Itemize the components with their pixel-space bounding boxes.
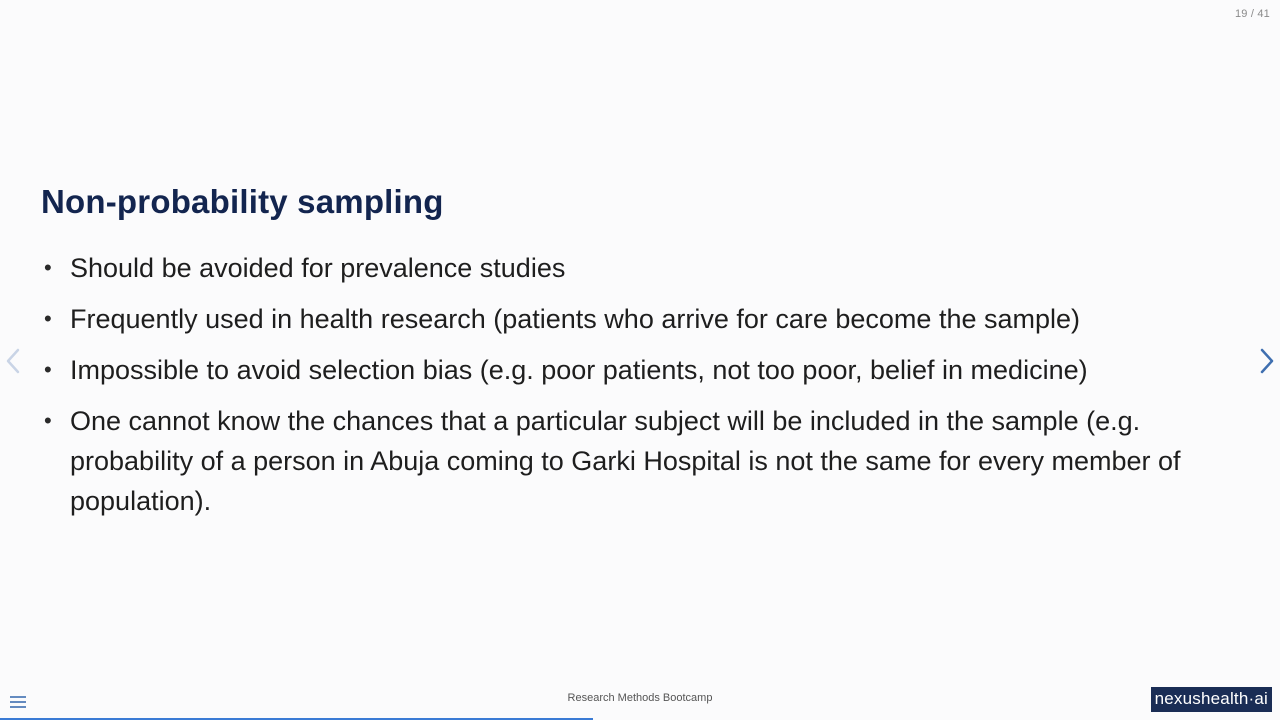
bullet-item [44,401,1244,521]
bullet-text: Frequently used in health research (patients who arrive for care become the sample) [70,304,1081,334]
menu-button[interactable] [8,694,28,710]
previous-slide-button[interactable] [2,344,26,378]
chevron-right-icon [1254,344,1278,378]
next-slide-button[interactable] [1254,344,1278,378]
bullet-text: Impossible to avoid selection bias (e.g. poor patients, not too poor, belief in medicine) [70,355,1088,385]
bullet-text: Should be avoided for prevalence studies [70,253,566,283]
bullet-dot-icon: • [44,255,52,280]
bullet-item [44,350,1244,390]
bullet-item [44,248,1244,288]
chevron-left-icon [2,344,26,378]
bullet-dot-icon: • [44,357,52,382]
presentation-title: Research Methods Bootcamp [567,692,713,704]
bullet-list [44,248,1244,532]
bullet-item [44,299,1244,339]
bullet-dot-icon: • [44,408,52,433]
brand-logo: nexushealth·ai [1151,687,1272,712]
slide-counter: 19 / 41 [1234,8,1270,20]
slide-title: Non-probability sampling [41,183,444,220]
hamburger-menu-icon [8,694,28,710]
bullet-dot-icon: • [44,306,52,331]
bullet-text: One cannot know the chances that a particular subject will be included in the sample (e.g. probability of a person in Abuja coming to Garki Hospital is not the same for every member of population). [70,406,1181,516]
